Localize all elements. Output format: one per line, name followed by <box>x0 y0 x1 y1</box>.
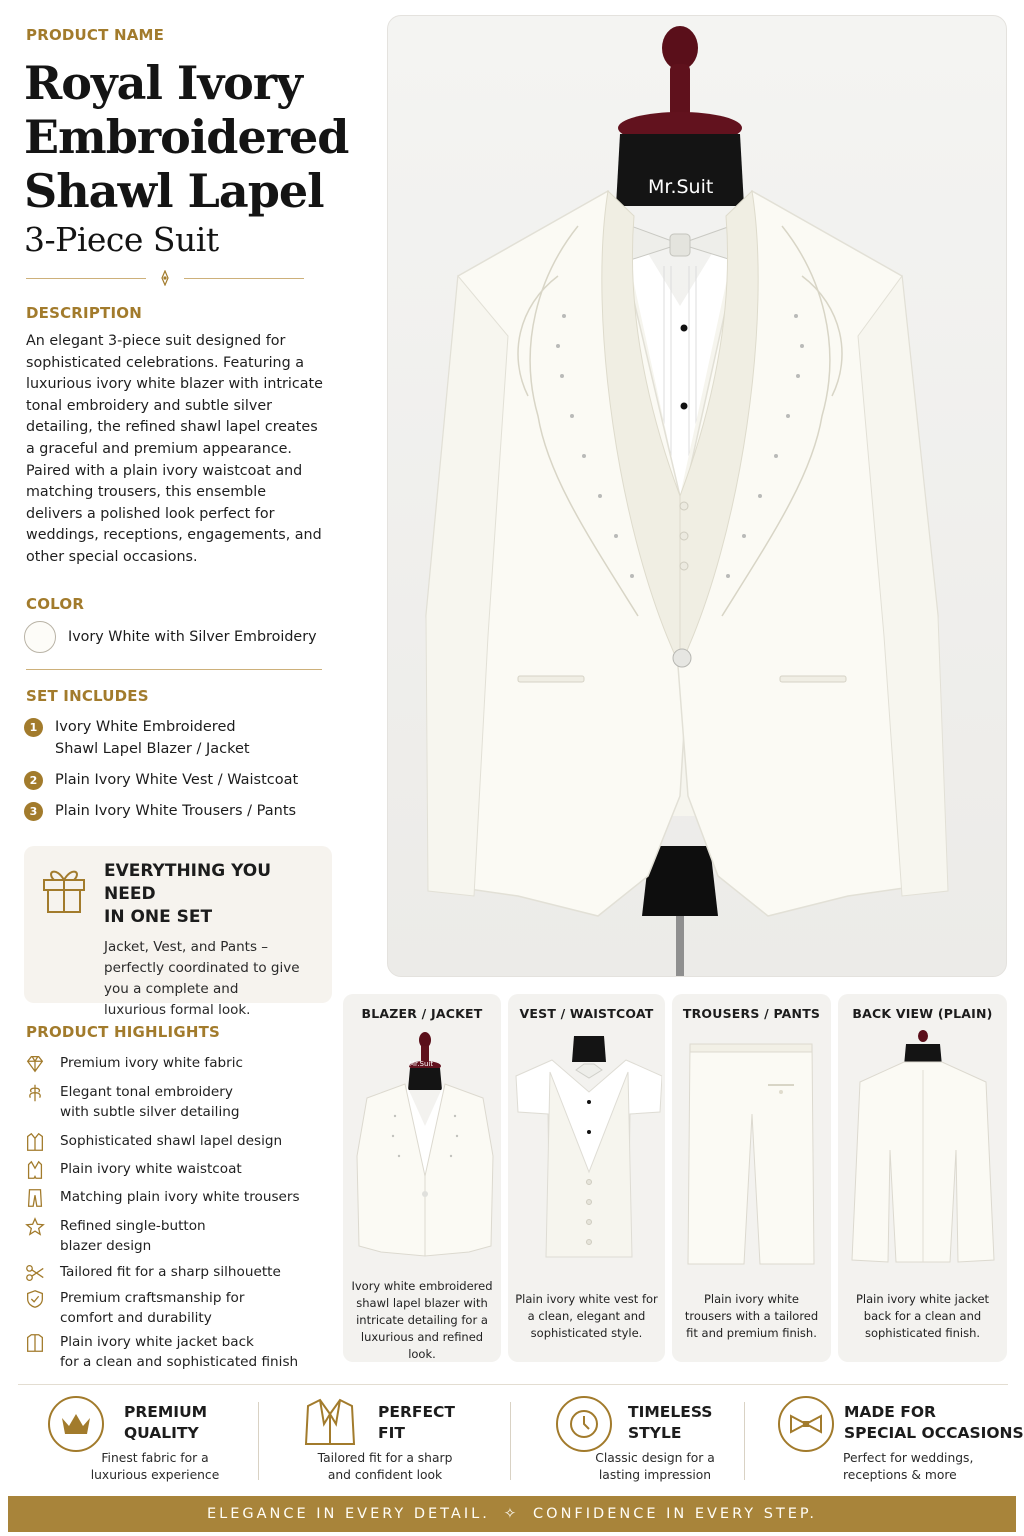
crown-icon <box>60 1410 92 1438</box>
view-card-vest[interactable] <box>508 994 665 1362</box>
feature-body-1: Finest fabric for a <box>101 1451 209 1465</box>
set-item-label: Ivory White Embroidered <box>55 719 236 735</box>
footer-banner <box>8 1496 1016 1532</box>
thumbnail-brand-tag: Mr.Suit <box>409 1060 434 1068</box>
feature-title-2: FIT <box>378 1424 405 1442</box>
set-item-number: 2 <box>24 771 43 790</box>
feature-title-1: PERFECT <box>378 1403 456 1421</box>
product-name-label: PRODUCT NAME <box>26 26 165 44</box>
highlight-item <box>24 1262 324 1288</box>
view-card-title: VEST / WAISTCOAT <box>519 1006 654 1021</box>
trousers-icon <box>24 1187 46 1209</box>
embroidery-icon <box>24 1082 46 1104</box>
view-card-text: Plain ivory white trousers with a tailored fit and premium finish. <box>684 1292 819 1340</box>
feature-icon-circle <box>556 1396 612 1452</box>
suit-illustration <box>388 16 1007 977</box>
set-item <box>24 716 334 760</box>
title-line-1: Royal Ivory <box>24 56 302 110</box>
set-includes-label: SET INCLUDES <box>26 687 149 705</box>
highlights-label: PRODUCT HIGHLIGHTS <box>26 1023 221 1041</box>
highlight-item <box>24 1288 324 1332</box>
clock-icon <box>568 1408 600 1440</box>
banner-text-right: CONFIDENCE IN EVERY STEP. <box>533 1506 818 1522</box>
hero-suit-image <box>387 15 1007 977</box>
mannequin-brand-tag: Mr.Suit <box>648 176 714 198</box>
highlight-item <box>24 1131 324 1159</box>
highlight-text: Plain ivory white waistcoat <box>60 1161 242 1177</box>
feature-title-1: PREMIUM <box>124 1403 208 1421</box>
feature-title-2: QUALITY <box>124 1424 199 1442</box>
color-name: Ivory White with Silver Embroidery <box>68 629 317 645</box>
shield-icon <box>24 1288 46 1310</box>
ornament-icon <box>157 270 173 286</box>
highlight-item <box>24 1159 324 1187</box>
view-card-text: Ivory white embroidered shawl lapel blazer with intricate detailing for a luxurious and refined look. <box>351 1279 493 1361</box>
feature-body-1: Tailored fit for a sharp <box>317 1451 453 1465</box>
feature-body-2: and confident look <box>327 1468 443 1482</box>
back-view-thumbnail <box>846 1030 1000 1270</box>
title-line-4: 3-Piece Suit <box>24 220 219 259</box>
banner-ornament-icon: ✧ <box>503 1506 519 1522</box>
highlight-item <box>24 1187 324 1216</box>
highlight-text: Plain ivory white jacket back <box>60 1334 254 1350</box>
view-card-text: Plain ivory white vest for a clean, elegant and sophisticated style. <box>515 1292 658 1340</box>
title-line-2: Embroidered <box>24 110 349 164</box>
view-card-title: BLAZER / JACKET <box>361 1006 483 1021</box>
blazer-icon <box>302 1394 358 1450</box>
ornament-divider <box>26 270 304 286</box>
scissors-icon <box>24 1262 46 1284</box>
highlight-text: Premium ivory white fabric <box>60 1055 244 1071</box>
set-item <box>24 800 334 822</box>
highlight-item <box>24 1216 324 1262</box>
description-label: DESCRIPTION <box>26 304 142 322</box>
feature-body-1: Perfect for weddings, <box>843 1451 974 1465</box>
set-item-number: 1 <box>24 718 43 737</box>
view-card-title: TROUSERS / PANTS <box>682 1006 821 1021</box>
feature-separator <box>258 1402 259 1480</box>
feature-title-2: STYLE <box>628 1424 682 1442</box>
feature-body-2: receptions & more <box>843 1468 957 1482</box>
trousers-thumbnail <box>676 1034 826 1274</box>
feature-separator <box>744 1402 745 1480</box>
bowtie-icon <box>788 1412 824 1436</box>
highlight-text-2: blazer design <box>60 1238 152 1254</box>
set-includes-list <box>24 716 334 822</box>
feature-icon-circle <box>778 1396 834 1452</box>
highlight-item <box>24 1053 324 1082</box>
callout-title-2: IN ONE SET <box>104 907 213 927</box>
banner-text-left: ELEGANCE IN EVERY DETAIL. <box>206 1506 490 1522</box>
set-item-number: 3 <box>24 802 43 821</box>
color-swatch[interactable] <box>24 621 56 653</box>
set-item-label: Plain Ivory White Vest / Waistcoat <box>55 772 299 788</box>
everything-in-one-set-callout <box>24 846 332 1018</box>
highlight-text-2: with subtle silver detailing <box>60 1104 240 1120</box>
highlight-text: Refined single-button <box>60 1218 206 1234</box>
view-card-trousers[interactable] <box>672 994 831 1362</box>
diamond-icon <box>24 1053 46 1075</box>
view-card-title: BACK VIEW (PLAIN) <box>852 1006 993 1021</box>
view-card-blazer[interactable] <box>343 994 501 1362</box>
highlight-text: Tailored fit for a sharp silhouette <box>60 1264 281 1280</box>
features-top-border <box>18 1384 1008 1385</box>
feature-title-1: MADE FOR <box>844 1403 936 1421</box>
view-card-back[interactable] <box>838 994 1007 1362</box>
title-line-3: Shawl Lapel <box>24 164 324 218</box>
feature-body-2: lasting impression <box>598 1468 712 1482</box>
callout-body: Jacket, Vest, and Pants – perfectly coordinated to give you a complete and luxurious formal look. <box>104 939 300 1018</box>
feature-separator <box>510 1402 511 1480</box>
feature-icon <box>302 1394 358 1454</box>
vest-icon <box>24 1159 46 1181</box>
highlight-text: Matching plain ivory white trousers <box>60 1189 300 1205</box>
highlight-item <box>24 1332 324 1374</box>
color-label: COLOR <box>26 595 85 613</box>
highlight-text-2: comfort and durability <box>60 1310 212 1326</box>
feature-body-1: Classic design for a <box>595 1451 715 1465</box>
product-title <box>24 56 354 259</box>
view-card-text: Plain ivory white jacket back for a clean and sophisticated finish. <box>855 1292 990 1340</box>
jacket-back-icon <box>24 1332 46 1354</box>
feature-title-1: TIMELESS <box>628 1403 713 1421</box>
star-icon <box>24 1216 46 1238</box>
feature-title-2: SPECIAL OCCASIONS <box>844 1424 1024 1442</box>
highlights-list <box>24 1053 324 1374</box>
section-divider <box>26 669 322 670</box>
feature-icon-circle <box>48 1396 104 1452</box>
callout-title-1: EVERYTHING YOU NEED <box>104 861 272 904</box>
gift-icon <box>40 862 88 914</box>
feature-body-2: luxurious experience <box>90 1468 220 1482</box>
set-item-label: Plain Ivory White Trousers / Pants <box>55 803 297 819</box>
description-text: An elegant 3-piece suit designed for sophisticated celebrations. Featuring a luxurious ivory white blazer with intricate tonal embroidery and subtle silver detailing, the refined shawl lapel creates a graceful and premium appearance. Paired with a plain ivory waistcoat and matching trousers, this ensemble delivers a polished look perfect for weddings, receptions, engagements, and other special occasions. <box>26 333 323 565</box>
vest-thumbnail <box>512 1032 662 1272</box>
highlight-item <box>24 1082 324 1131</box>
highlight-text: Sophisticated shawl lapel design <box>60 1133 283 1149</box>
highlight-text: Premium craftsmanship for <box>60 1290 245 1306</box>
set-item-label-2: Shawl Lapel Blazer / Jacket <box>55 741 250 757</box>
highlight-text: Elegant tonal embroidery <box>60 1084 233 1100</box>
jacket-icon <box>24 1131 46 1153</box>
set-item <box>24 769 334 791</box>
highlight-text-2: for a clean and sophisticated finish <box>60 1354 299 1370</box>
